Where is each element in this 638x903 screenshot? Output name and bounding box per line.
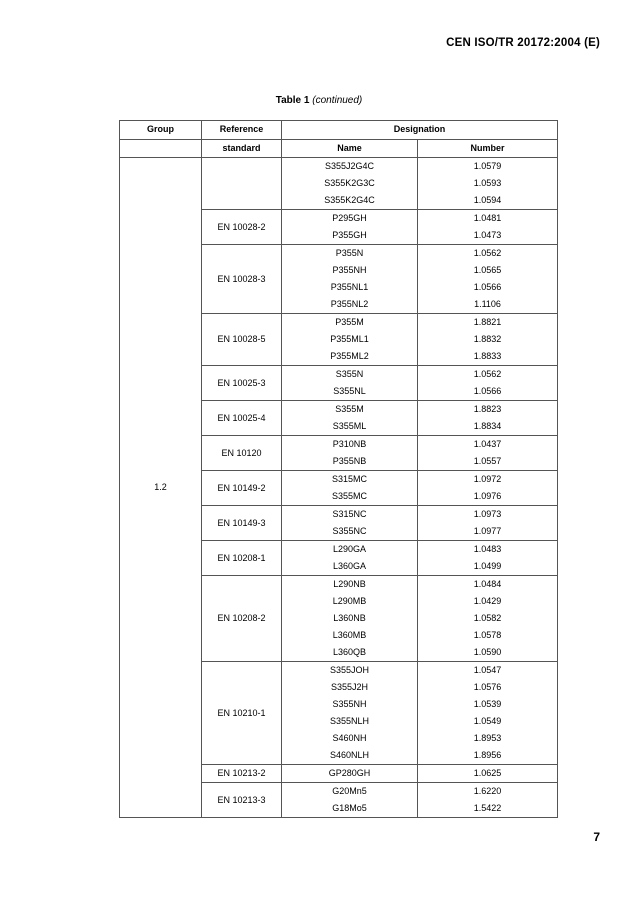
designation-number-cell: 1.8953 — [418, 730, 558, 747]
designation-number-cell: 1.0484 — [418, 576, 558, 594]
designation-number-cell: 1.0579 — [418, 158, 558, 176]
designation-name-cell: S355ML — [282, 418, 418, 436]
designation-name-cell: P295GH — [282, 210, 418, 228]
designation-name-cell: P355ML2 — [282, 348, 418, 366]
table-caption-note: (continued) — [312, 95, 363, 106]
designation-number-cell: 1.8823 — [418, 401, 558, 419]
designation-number-cell: 1.5422 — [418, 800, 558, 818]
designation-name-cell: S355NL — [282, 383, 418, 401]
designation-name-cell: S355NH — [282, 696, 418, 713]
designation-number-cell: 1.0972 — [418, 471, 558, 489]
designation-name-cell: P355NH — [282, 262, 418, 279]
designation-number-cell: 1.0973 — [418, 506, 558, 524]
reference-standard-cell: EN 10149-2 — [202, 471, 282, 506]
designation-number-cell: 1.0594 — [418, 192, 558, 210]
table-caption-label: Table 1 — [275, 95, 310, 106]
designation-name-cell: L360QB — [282, 644, 418, 662]
designation-name-cell: L290MB — [282, 593, 418, 610]
designation-name-cell: P355M — [282, 314, 418, 332]
designation-name-cell: S460NH — [282, 730, 418, 747]
designation-number-cell: 1.0593 — [418, 175, 558, 192]
designation-name-cell: S355K2G3C — [282, 175, 418, 192]
col-header-number: Number — [418, 139, 558, 158]
designation-name-cell: P355N — [282, 245, 418, 263]
designation-number-cell: 1.0499 — [418, 558, 558, 576]
designation-number-cell: 1.8956 — [418, 747, 558, 765]
designation-name-cell: S460NLH — [282, 747, 418, 765]
designation-name-cell: G20Mn5 — [282, 783, 418, 801]
col-header-group-cont — [120, 139, 202, 158]
designation-name-cell: S355M — [282, 401, 418, 419]
designation-number-cell: 1.0578 — [418, 627, 558, 644]
designation-number-cell: 1.0562 — [418, 245, 558, 263]
designation-number-cell: 1.8821 — [418, 314, 558, 332]
designation-name-cell: S315MC — [282, 471, 418, 489]
reference-standard-cell: EN 10025-4 — [202, 401, 282, 436]
reference-standard-cell: EN 10213-2 — [202, 765, 282, 783]
col-header-standard: standard — [202, 139, 282, 158]
designation-number-cell: 1.0625 — [418, 765, 558, 783]
designation-number-cell: 1.0977 — [418, 523, 558, 541]
group-cell: 1.2 — [120, 158, 202, 818]
designation-name-cell: S355J2G4C — [282, 158, 418, 176]
designation-name-cell: S355K2G4C — [282, 192, 418, 210]
designation-number-cell: 1.0481 — [418, 210, 558, 228]
designation-name-cell: P355NB — [282, 453, 418, 471]
reference-standard-cell: EN 10210-1 — [202, 662, 282, 765]
designation-name-cell: S355NC — [282, 523, 418, 541]
reference-standard-cell: EN 10028-5 — [202, 314, 282, 366]
designation-name-cell: L290GA — [282, 541, 418, 559]
designation-number-cell: 1.6220 — [418, 783, 558, 801]
designation-number-cell: 1.8832 — [418, 331, 558, 348]
designation-name-cell: S355JOH — [282, 662, 418, 680]
designation-name-cell: L360NB — [282, 610, 418, 627]
reference-standard-cell — [202, 158, 282, 210]
col-header-name: Name — [282, 139, 418, 158]
reference-standard-cell: EN 10213-3 — [202, 783, 282, 818]
designation-number-cell: 1.0473 — [418, 227, 558, 245]
designation-number-cell: 1.0576 — [418, 679, 558, 696]
designation-number-cell: 1.0566 — [418, 279, 558, 296]
designation-name-cell: S355N — [282, 366, 418, 384]
designation-number-cell: 1.8833 — [418, 348, 558, 366]
col-header-group: Group — [120, 121, 202, 140]
designation-number-cell: 1.0483 — [418, 541, 558, 559]
designation-number-cell: 1.0566 — [418, 383, 558, 401]
designation-name-cell: GP280GH — [282, 765, 418, 783]
designation-number-cell: 1.0437 — [418, 436, 558, 454]
designation-number-cell: 1.0547 — [418, 662, 558, 680]
designation-name-cell: G18Mo5 — [282, 800, 418, 818]
designation-number-cell: 1.1106 — [418, 296, 558, 314]
designation-number-cell: 1.8834 — [418, 418, 558, 436]
designation-number-cell: 1.0562 — [418, 366, 558, 384]
designation-number-cell: 1.0429 — [418, 593, 558, 610]
designation-number-cell: 1.0565 — [418, 262, 558, 279]
reference-standard-cell: EN 10025-3 — [202, 366, 282, 401]
designation-number-cell: 1.0549 — [418, 713, 558, 730]
reference-standard-cell: EN 10149-3 — [202, 506, 282, 541]
designation-number-cell: 1.0539 — [418, 696, 558, 713]
designation-number-cell: 1.0976 — [418, 488, 558, 506]
designation-name-cell: P355NL1 — [282, 279, 418, 296]
reference-standard-cell: EN 10208-1 — [202, 541, 282, 576]
reference-standard-cell: EN 10028-2 — [202, 210, 282, 245]
designation-name-cell: L360MB — [282, 627, 418, 644]
page-number: 7 — [593, 830, 600, 844]
table-row — [120, 158, 558, 176]
designation-name-cell: S355MC — [282, 488, 418, 506]
designation-name-cell: L290NB — [282, 576, 418, 594]
designation-name-cell: L360GA — [282, 558, 418, 576]
reference-standard-cell: EN 10120 — [202, 436, 282, 471]
reference-standard-cell: EN 10208-2 — [202, 576, 282, 662]
designation-table — [119, 120, 558, 818]
designation-number-cell: 1.0582 — [418, 610, 558, 627]
designation-name-cell: P355NL2 — [282, 296, 418, 314]
document-id: CEN ISO/TR 20172:2004 (E) — [446, 37, 600, 49]
col-header-designation: Designation — [282, 121, 558, 140]
table-body — [120, 158, 558, 818]
designation-name-cell: P355GH — [282, 227, 418, 245]
designation-number-cell: 1.0590 — [418, 644, 558, 662]
designation-name-cell: S355NLH — [282, 713, 418, 730]
reference-standard-cell: EN 10028-3 — [202, 245, 282, 314]
col-header-reference: Reference — [202, 121, 282, 140]
table-caption — [0, 95, 638, 106]
designation-name-cell: S355J2H — [282, 679, 418, 696]
designation-number-cell: 1.0557 — [418, 453, 558, 471]
designation-name-cell: P355ML1 — [282, 331, 418, 348]
designation-name-cell: S315NC — [282, 506, 418, 524]
designation-name-cell: P310NB — [282, 436, 418, 454]
